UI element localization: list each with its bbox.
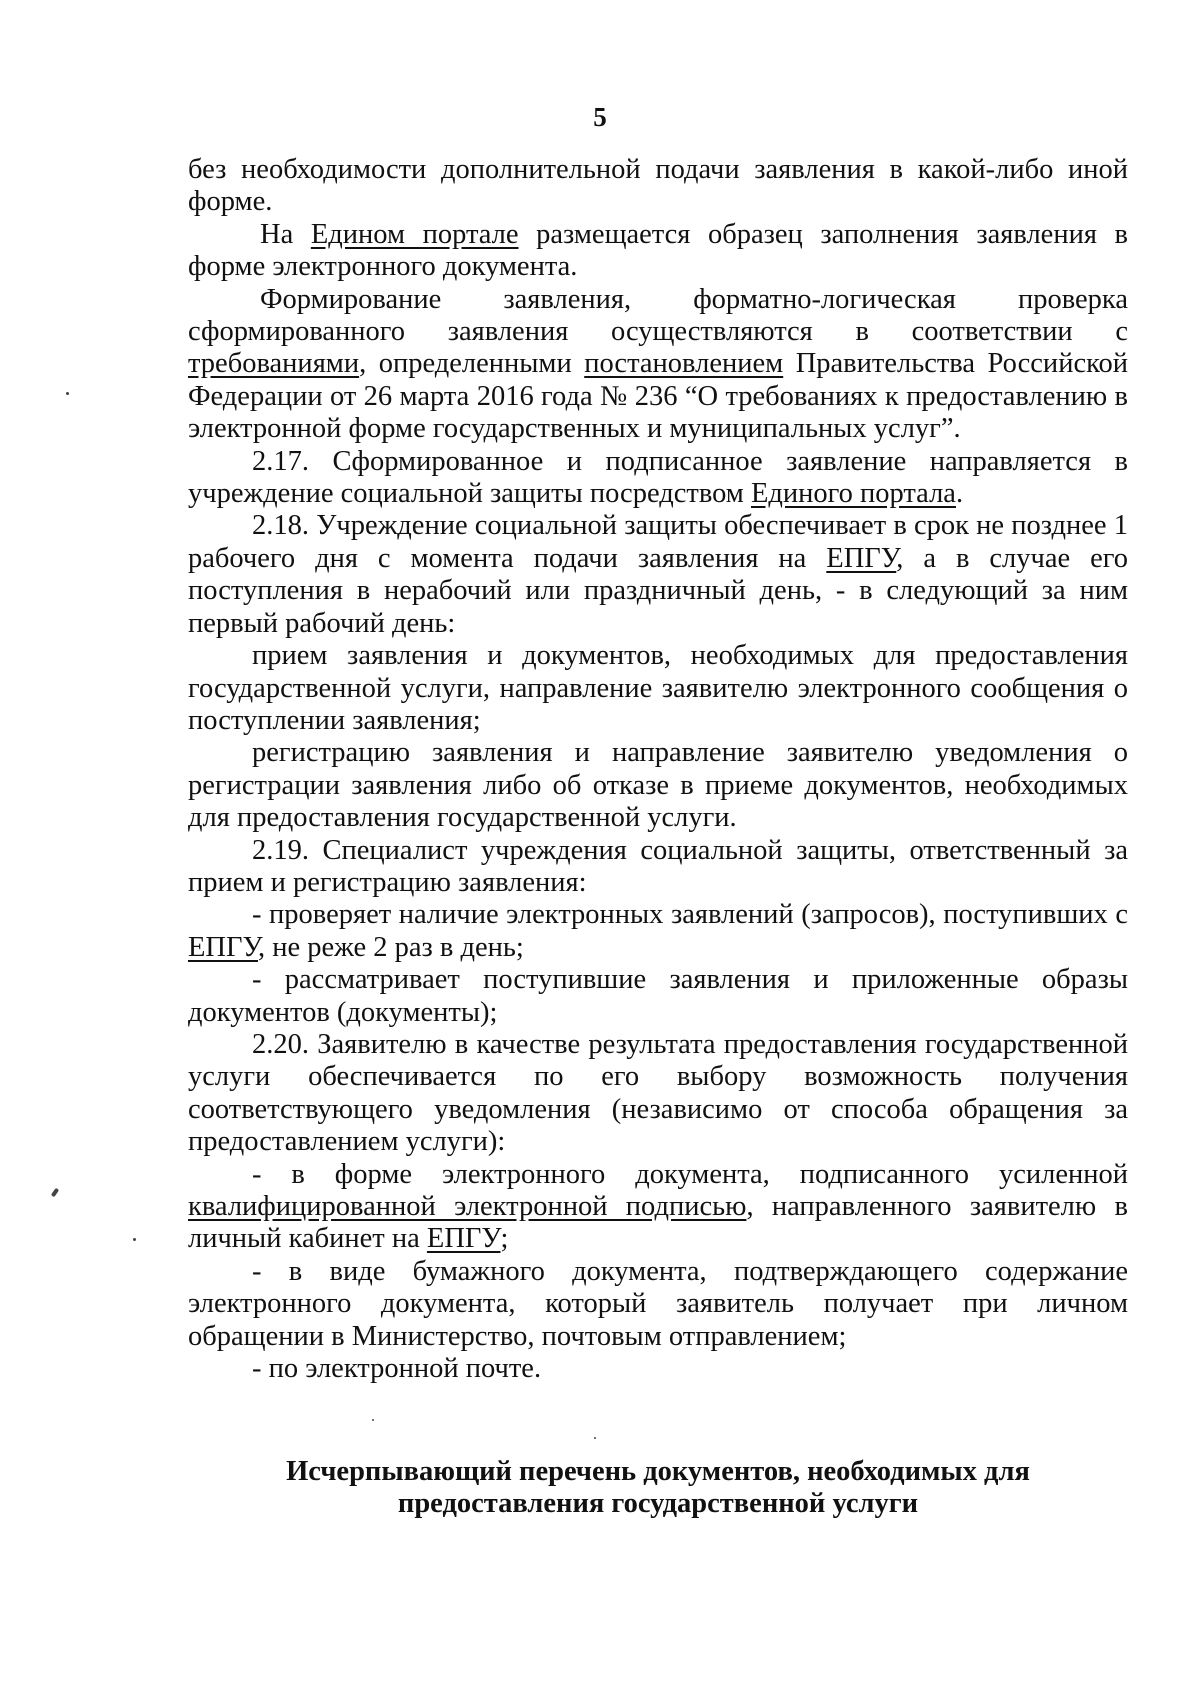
- section-heading: [188, 1456, 1128, 1521]
- link-epgu[interactable]: ЕПГУ: [826, 542, 897, 574]
- link-edinyi-portal[interactable]: Единого портала: [750, 478, 956, 510]
- page-number: 5: [593, 102, 607, 132]
- paragraph: Формирование заявления, форматно-логическая проверка сформированного заявления осуществляются в соответствии с требованиями, определенными постановлением Правительства Российской Федерации от 26 марта 2016 года № 236 “О требованиях к предоставлению в электронной форме государственных и муниципальных услуг”.: [188, 283, 1128, 445]
- paragraph: 2.17. Сформированное и подписанное заявление направляется в учреждение социальной защиты посредством Единого портала.: [188, 445, 1128, 510]
- heading-line: предоставления государственной услуги: [397, 1488, 919, 1520]
- paragraph: без необходимости дополнительной подачи заявления в какой-либо иной форме.: [188, 154, 1128, 218]
- scan-speck: [66, 392, 69, 395]
- scan-speck: [594, 1437, 596, 1439]
- link-postanovlenie[interactable]: постановлением: [584, 348, 784, 380]
- link-kvalificirovannaya-podpis[interactable]: квалифицированной электронной подписью: [188, 1191, 747, 1222]
- list-item: - в виде бумажного документа, подтверждающего содержание электронного документа, который заявитель получает при личном обращении в Министерство, почтовым отправлением;: [188, 1255, 1128, 1352]
- paragraph: 2.18. Учреждение социальной защиты обеспечивает в срок не позднее 1 рабочего дня с момента подачи заявления на ЕПГУ, а в случае его поступления в нерабочий или праздничный день, - в следующий за ним первый рабочий день:: [188, 510, 1128, 639]
- paragraph: 2.19. Специалист учреждения социальной защиты, ответственный за прием и регистрацию заявления:: [188, 834, 1128, 898]
- link-epgu[interactable]: ЕПГУ: [188, 931, 258, 963]
- list-item: - проверяет наличие электронных заявлений (запросов), поступивших с ЕПГУ, не реже 2 раз в день;: [188, 899, 1128, 963]
- scan-speck: [133, 1238, 136, 1241]
- link-epgu[interactable]: ЕПГУ: [426, 1223, 501, 1255]
- paragraph: прием заявления и документов, необходимых для предоставления государственной услуги, направление заявителю электронного сообщения о поступлении заявления;: [188, 640, 1128, 736]
- list-item: - по электронной почте.: [252, 1353, 542, 1385]
- link-edinyi-portal[interactable]: Едином портале: [310, 218, 519, 250]
- scan-speck: [372, 1419, 374, 1421]
- heading-line: Исчерпывающий перечень документов, необходимых для: [286, 1456, 1030, 1487]
- link-trebovaniya[interactable]: требованиями: [188, 348, 360, 380]
- list-item: - рассматривает поступившие заявления и приложенные образы документов (документы);: [188, 964, 1128, 1028]
- document-body: [188, 154, 1128, 1385]
- list-item: - в форме электронного документа, подписанного усиленной квалифицированной электронной подписью, направленного заявителю в личный кабинет на ЕПГУ;: [188, 1158, 1128, 1255]
- paragraph: На Едином портале размещается образец заполнения заявления в форме электронного документа.: [188, 218, 1128, 283]
- paragraph: 2.20. Заявителю в качестве результата предоставления государственной услуги обеспечивается по его выбору возможность получения соответствующего уведомления (независимо от способа обращения за предоставлением услуги):: [188, 1028, 1128, 1158]
- paragraph: регистрацию заявления и направление заявителю уведомления о регистрации заявления либо об отказе в приеме документов, необходимых для предоставления государственной услуги.: [188, 737, 1128, 834]
- scan-speck: [51, 1188, 59, 1198]
